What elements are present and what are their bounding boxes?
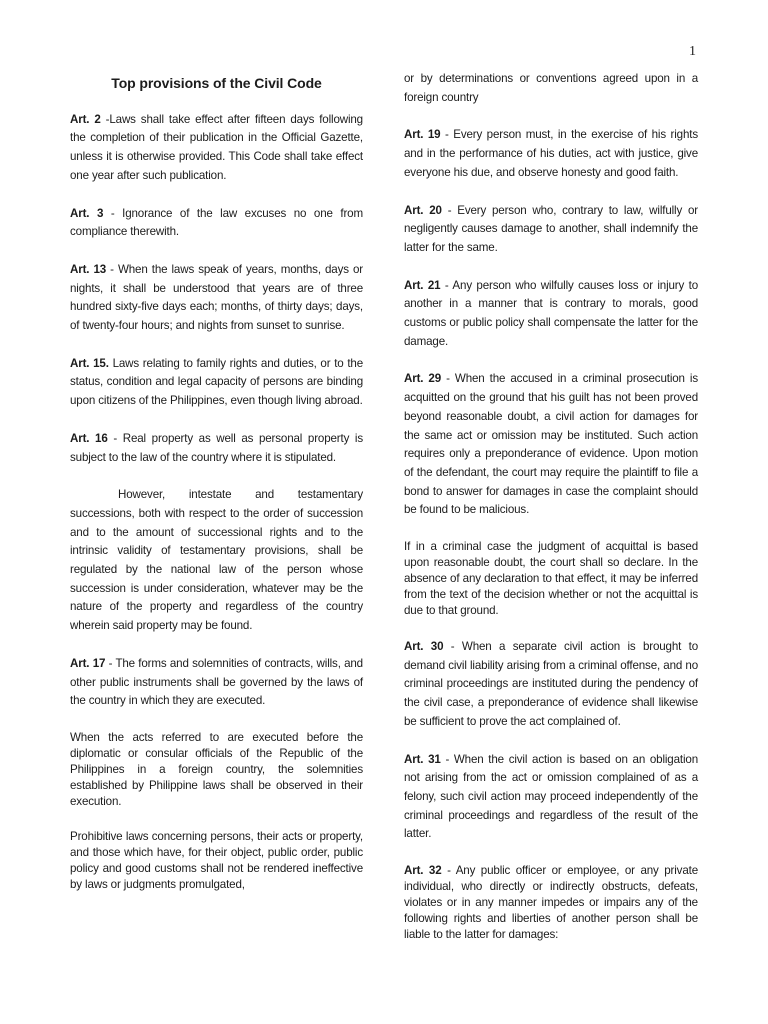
article-text: - Every person who, contrary to law, wilfully or negligently causes damage to another, shall indemnify the latter for the same. xyxy=(404,203,698,254)
article-label: Art. 17 xyxy=(70,656,106,670)
left-column xyxy=(70,70,363,912)
article-text: - Real property as well as personal property is subject to the law of the country where it is stipulated. xyxy=(70,431,363,464)
article-label: Art. 13 xyxy=(70,262,107,276)
paragraph-art-16-continued xyxy=(70,486,363,636)
paragraph-art-29 xyxy=(404,370,698,520)
article-text: - When the civil action is based on an obligation not arising from the act or omission complained of as a felony, such civil action may proceed independently of the criminal proceedings and regardless of the result of the latter. xyxy=(404,752,698,841)
article-text: - The forms and solemnities of contracts, wills, and other public instruments shall be governed by the laws of the country in which they are executed. xyxy=(70,656,363,708)
paragraph-art-13 xyxy=(70,261,363,336)
paragraph-art-21 xyxy=(404,277,698,352)
article-text: - When the laws speak of years, months, days or nights, it shall be understood that years are of three hundred sixty-five days each; months, of thirty days; days, of twenty-four hours; and nights from sunset to sunrise. xyxy=(70,262,363,333)
paragraph-text: When the acts referred to are executed before the diplomatic or consular officials of the Republic of the Philippines in a foreign country, the solemnities established by Philippine laws shall be observed in their execution. xyxy=(70,730,363,808)
article-text: - Any person who wilfully causes loss or injury to another in a manner that is contrary to morals, good customs or public policy shall compensate the latter for the damage. xyxy=(404,278,698,348)
article-label: Art. 19 xyxy=(404,128,441,142)
paragraph-art-15 xyxy=(70,355,363,411)
paragraph-art-19 xyxy=(404,126,698,182)
article-label: Art. 2 xyxy=(70,112,101,126)
article-text: Laws relating to family rights and duties, or to the status, condition and legal capacity of persons are binding upon citizens of the Philippines, even though living abroad. xyxy=(70,356,364,408)
paragraph-text: Prohibitive laws concerning persons, their acts or property, and those which have, for their object, public order, public policy and good customs shall not be rendered ineffective by laws or judgments promulgated, xyxy=(70,829,363,891)
paragraph-art-17-consular xyxy=(70,730,363,810)
paragraph-art-29-acquittal xyxy=(404,539,698,619)
article-label: Art. 15. xyxy=(70,356,109,370)
paragraph-art-17 xyxy=(70,655,363,711)
paragraph-art-30 xyxy=(404,638,698,732)
paragraph-art-20 xyxy=(404,202,698,258)
article-label: Art. 31 xyxy=(404,752,441,766)
paragraph-text: However, intestate and testamentary successions, both with respect to the order of succession and to the amount of successional rights and to the intrinsic validity of testamentary provisions, shall be regulated by the national law of the person whose succession is under consideration, whatever may be the nature of the property and regardless of the country wherein said property may be found. xyxy=(70,488,363,633)
paragraph-art-2 xyxy=(70,111,363,186)
paragraph-art-31 xyxy=(404,751,698,845)
paragraph-text: or by determinations or conventions agreed upon in a foreign country xyxy=(404,72,698,104)
article-label: Art. 3 xyxy=(70,206,104,220)
paragraph-text: If in a criminal case the judgment of acquittal is based upon reasonable doubt, the court shall so declare. In the absence of any declaration to that effect, it may be inferred from the text of the decision whether or not the acquittal is due to that ground. xyxy=(404,540,698,618)
right-column xyxy=(404,70,698,962)
page-number: 1 xyxy=(689,44,696,59)
article-text: - Ignorance of the law excuses no one from compliance therewith. xyxy=(70,206,363,239)
article-text: - Any public officer or employee, or any private individual, who directly or indirectly obstructs, defeats, violates or in any manner impedes or impairs any of the following rights and liberties of another person shall be liable to the latter for damages: xyxy=(404,864,698,942)
article-text: - When a separate civil action is brought to demand civil liability arising from a criminal offense, and no criminal proceedings are instituted during the pendency of the civil case, a preponderance of evidence shall likewise be sufficient to prove the act complained of. xyxy=(404,640,698,728)
article-label: Art. 30 xyxy=(404,640,444,654)
article-label: Art. 16 xyxy=(70,431,108,445)
article-label: Art. 21 xyxy=(404,278,441,292)
paragraph-art-17-prohibitive xyxy=(70,829,363,893)
article-label: Art. 20 xyxy=(404,203,442,217)
article-label: Art. 32 xyxy=(404,864,442,878)
document-title: Top provisions of the Civil Code xyxy=(111,75,322,91)
paragraph-art-16 xyxy=(70,430,363,467)
paragraph-art-32 xyxy=(404,863,698,943)
paragraph-art-3 xyxy=(70,205,363,242)
article-text: - When the accused in a criminal prosecution is acquitted on the ground that his guilt has not been proved beyond reasonable doubt, a civil action for damages for the same act or omission may be instituted. Such action requires only a preponderance of evidence. Upon motion of the defendant, the court may require the plaintiff to file a bond to answer for damages in case the complaint should be found to be malicious. xyxy=(404,372,698,517)
article-label: Art. 29 xyxy=(404,372,442,386)
article-text: -Laws shall take effect after fifteen days following the completion of their publication in the Official Gazette, unless it is otherwise provided. This Code shall take effect one year after such publication. xyxy=(70,112,363,182)
article-text: - Every person must, in the exercise of his rights and in the performance of his duties, act with justice, give everyone his due, and observe honesty and good faith. xyxy=(404,128,698,179)
paragraph-art-17-continued xyxy=(404,70,698,107)
